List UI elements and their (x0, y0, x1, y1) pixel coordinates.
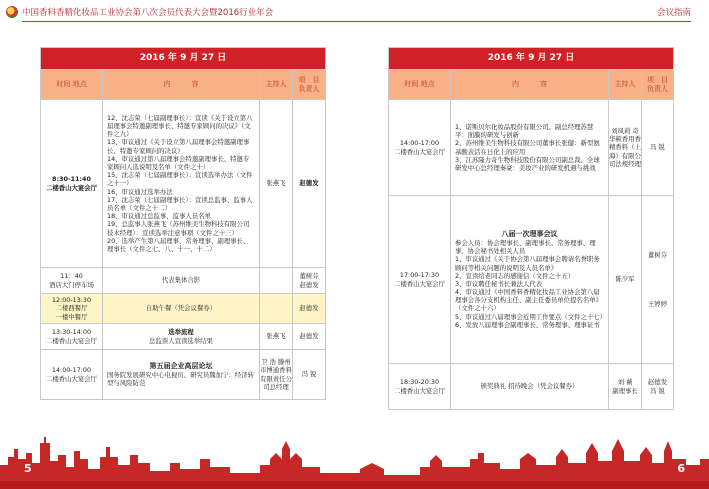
table-row: 8:30-11:40 二楼香山大宴会厅 12、沈志荣（七届副理事长）：宣读《关于设立第八届理事会特邀副理事长、特邀专家顾问的决议》（文件之九） 13、审议通过《关于设立第八届理事会特邀副理事长、特邀专家顾问的决议》 14、审议通过第八届理事会特邀副理事长、特邀专家顾问人选说明及名单（文件之十） 15、沈志荣（七届副理事长）：宣读选举办法（文件之十一） 16、审议通过选举办法 17、沈志荣（七届副理事长）：宣读总监事、监事人员名单（文件之十二） 18、审议通过总监事、监事人员名单 19、总监事人张燕飞（苏州维美生物科技有限公司技术经理）：宣读选举注意事项（文件之十三） 20、选举产生第八届理事、常务理事、副理事长、理事长（文件之七、八、十一、十二） 张燕飞 赵德发 (41, 100, 326, 268)
top-bar (0, 0, 709, 26)
left-row0-items: 12、沈志荣（七届副理事长）：宣读《关于设立第八届理事会特邀副理事长、特邀专家顾问的决议》（文件之九） 13、审议通过《关于设立第八届理事会特邀副理事长、特邀专家顾问的决议》 14、审议通过第八届理事会特邀副理事长、特邀专家顾问人选说明及名单（文件之十） 15、沈志荣（七届副理事长）：宣读选举办法（文件之十一） 16、审议通过选举办法 17、沈志荣（七届副理事长）：宣读总监事、监事人员名单（文件之十二） 18、审议通过总监事、监事人员名单 19、总监事人张燕飞（苏州维美生物科技有限公司技术经理）：宣读选举注意事项（文件之十三） 20、选举产生第八届理事、常务理事、副理事长、理事长（文件之七、八、十一、十二） (103, 100, 260, 268)
left-col-content: 内 容 (103, 70, 260, 100)
table-row: 14:00-17:00 二楼香山大宴会厅 1、诺斯贝尔化妆品股份有限公司。副总经理苏慧平：面膜的研发与创新 2、苏州维美生物科技有限公司董事长张健：新型氨基酸表活在日化上的应用 3、江苏隆力奇生物科技股份有限公司副总裁、全球研发中心总经理秦豪：美妆产业的研发机遇与挑战 刘凤莉 奇华顿香用香精香料（上海）有限公司法规经理 冯 锐 (389, 100, 674, 196)
table-row: 13:30-14:00 二楼香山大宴会厅 选举流程 总监票人宣读选举结果 张燕飞 赵德发 (41, 324, 326, 350)
right-col-time: 时间 地点 (389, 70, 451, 100)
event-title: 中国香料香精化妆品工业协会第八次会员代表大会暨2016行业年会 (22, 8, 274, 18)
skyline-footer (0, 429, 709, 489)
guide-label: 会议指南 (656, 8, 691, 18)
table-row: 18:30-20:30 二楼香山大宴会厅 颁奖典礼 招待晚会（凭会议餐券） 刘 薇 副理事长 赵德发 冯 锐 (389, 364, 674, 410)
page-number-right: 6 (677, 462, 685, 475)
left-col-lead: 项 目 负责人 (293, 70, 326, 100)
right-col-lead: 项 目 负责人 (642, 70, 674, 100)
table-row: 14:00-17:00 二楼香山大宴会厅 第五届企业高层论坛 国务院发展研究中心电视员、研究员魏加宁：经济转型与风险防范 卫 浩 滕州市博通香料有限责任公司总经理 冯 锐 (41, 350, 326, 400)
right-schedule-table (388, 47, 674, 410)
skyline-graphic (0, 429, 709, 489)
right-date: 2016 年 9 月 27 日 (389, 48, 674, 70)
right-col-content: 内 容 (451, 70, 609, 100)
page-number-left: 5 (24, 462, 32, 475)
table-row: 12:00-13:30 二楼西餐厅 一楼中餐厅 自助午餐（凭会议餐券） 赵德发 (41, 294, 326, 324)
association-logo (6, 6, 18, 18)
right-col-host: 主持人 (609, 70, 642, 100)
table-row: 11：40 酒店大门停车场 代表集体合影 董树芬 赵德发 (41, 268, 326, 294)
header-divider (22, 21, 691, 22)
left-col-host: 主持人 (260, 70, 293, 100)
left-date: 2016 年 9 月 27 日 (41, 48, 326, 70)
left-schedule-table (40, 47, 326, 400)
left-col-time: 时间 地点 (41, 70, 103, 100)
table-row: 17:00-17:30 二楼香山大宴会厅 八届一次理事会议 参会人员：协会理事长、副理事长、常务理事、理事、协会秘书处相关人员 1、审议通过《关于协会第八届理事会聘请名誉职务顾问等相关问题的说明及人员名单》 2、宣读给老同志的感谢信（文件之十五） 3、审议聘任秘书长兼法人代表 4、审议通过《中国香料香精化妆品工业协会第八届理事会各分支机构主任、副主任委员单位提名名单》（文件之十六） 5、审议通过八届理事会近期工作要点（文件之十七） 6、发放八届理事会副理事长、常务理事、理事证书 陈少军 董树芬 王婷婷 (389, 196, 674, 364)
